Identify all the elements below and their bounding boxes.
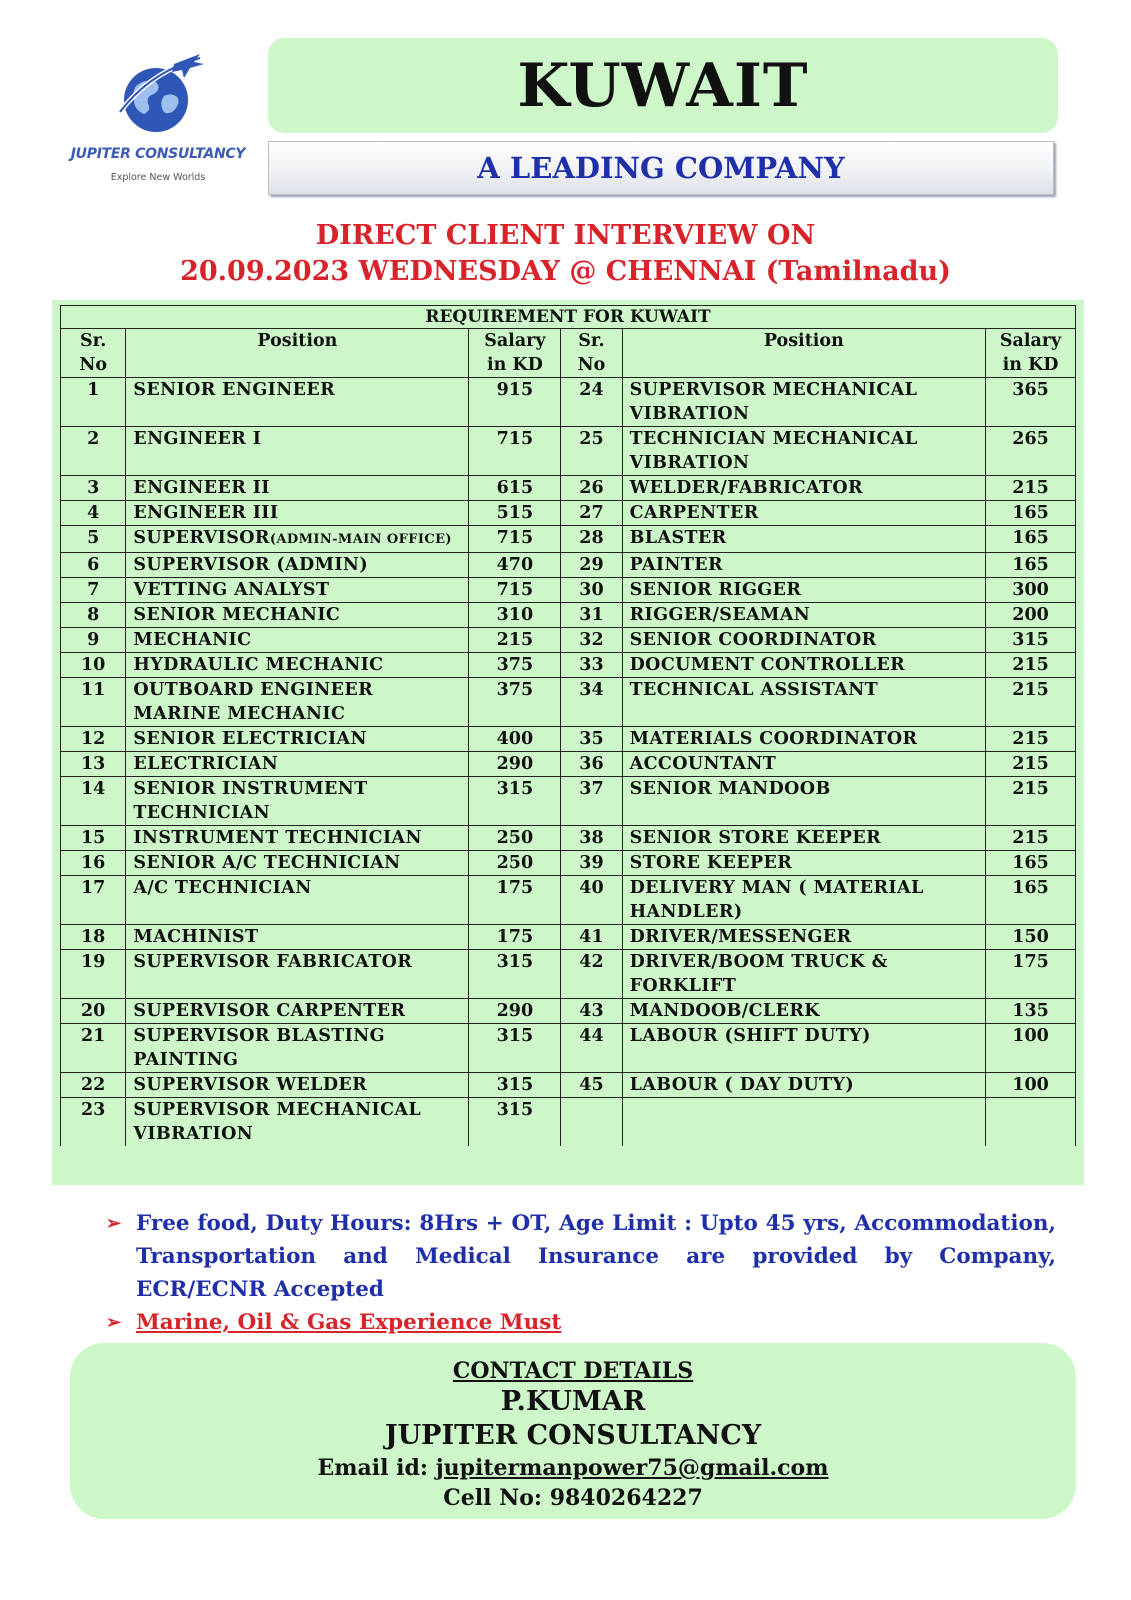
sr-cell: 24 bbox=[561, 378, 622, 427]
salary-cell: 365 bbox=[986, 378, 1076, 427]
company-banner bbox=[268, 141, 1054, 195]
position-cell: SENIOR STORE KEEPER bbox=[622, 826, 986, 851]
position-cell: MANDOOB/CLERK bbox=[622, 999, 986, 1024]
position-cell: DRIVER/MESSENGER bbox=[622, 925, 986, 950]
contact-email-line bbox=[70, 1453, 1076, 1483]
header-sr-left: Sr. No bbox=[61, 329, 126, 378]
sr-cell: 30 bbox=[561, 578, 622, 603]
table-row bbox=[61, 752, 1076, 777]
salary-cell: 290 bbox=[469, 999, 561, 1024]
position-cell: VETTING ANALYST bbox=[126, 578, 469, 603]
table-row bbox=[61, 1098, 1076, 1147]
sr-cell: 9 bbox=[61, 628, 126, 653]
sr-cell: 23 bbox=[61, 1098, 126, 1147]
interview-line-2: 20.09.2023 WEDNESDAY @ CHENNAI (Tamilnadu) bbox=[180, 256, 951, 287]
requirement-table bbox=[60, 305, 1076, 1146]
table-row bbox=[61, 999, 1076, 1024]
salary-cell: 265 bbox=[986, 427, 1076, 476]
benefits-item: ➢ Free food, Duty Hours: 8Hrs + OT, Age Limit : Upto 45 yrs, Accommodation, Transportation and Medical Insurance are provided by Company, ECR/ECNR Accepted bbox=[106, 1207, 1056, 1306]
header-position-right: Position bbox=[622, 329, 986, 378]
salary-cell: 310 bbox=[469, 603, 561, 628]
position-cell: SUPERVISOR CARPENTER bbox=[126, 999, 469, 1024]
empty-cell bbox=[986, 1098, 1076, 1147]
salary-cell: 215 bbox=[986, 777, 1076, 826]
salary-cell: 165 bbox=[986, 501, 1076, 526]
contact-heading: CONTACT DETAILS bbox=[452, 1358, 694, 1384]
sr-cell: 10 bbox=[61, 653, 126, 678]
table-row bbox=[61, 925, 1076, 950]
position-cell: A/C TECHNICIAN bbox=[126, 876, 469, 925]
position-cell: SENIOR RIGGER bbox=[622, 578, 986, 603]
company-logo bbox=[58, 50, 258, 200]
sr-cell: 38 bbox=[561, 826, 622, 851]
table-row bbox=[61, 628, 1076, 653]
logo-company-name: JUPITER CONSULTANCY bbox=[70, 146, 246, 162]
sr-cell: 25 bbox=[561, 427, 622, 476]
table-row bbox=[61, 826, 1076, 851]
salary-cell: 375 bbox=[469, 678, 561, 727]
sr-cell: 20 bbox=[61, 999, 126, 1024]
salary-cell: 715 bbox=[469, 578, 561, 603]
salary-cell: 165 bbox=[986, 526, 1076, 553]
position-cell: SUPERVISOR WELDER bbox=[126, 1073, 469, 1098]
sr-cell: 14 bbox=[61, 777, 126, 826]
sr-cell: 18 bbox=[61, 925, 126, 950]
table-header-row bbox=[61, 329, 1076, 378]
position-cell: INSTRUMENT TECHNICIAN bbox=[126, 826, 469, 851]
cell-number: 9840264227 bbox=[549, 1485, 703, 1511]
salary-cell: 315 bbox=[469, 777, 561, 826]
salary-cell: 175 bbox=[986, 950, 1076, 999]
position-cell: CARPENTER bbox=[622, 501, 986, 526]
salary-cell: 200 bbox=[986, 603, 1076, 628]
sr-cell: 15 bbox=[61, 826, 126, 851]
position-cell: HYDRAULIC MECHANIC bbox=[126, 653, 469, 678]
salary-cell: 215 bbox=[986, 476, 1076, 501]
sr-cell: 17 bbox=[61, 876, 126, 925]
experience-item: ➢ Marine, Oil & Gas Experience Must bbox=[106, 1306, 1056, 1339]
company-title: A LEADING COMPANY bbox=[477, 151, 845, 185]
empty-cell bbox=[622, 1098, 986, 1147]
position-cell: OUTBOARD ENGINEER MARINE MECHANIC bbox=[126, 678, 469, 727]
position-cell: ELECTRICIAN bbox=[126, 752, 469, 777]
salary-cell: 215 bbox=[986, 752, 1076, 777]
position-cell: SENIOR ELECTRICIAN bbox=[126, 727, 469, 752]
table-row bbox=[61, 653, 1076, 678]
sr-cell: 40 bbox=[561, 876, 622, 925]
salary-cell: 615 bbox=[469, 476, 561, 501]
position-cell: SUPERVISOR FABRICATOR bbox=[126, 950, 469, 999]
email-link[interactable]: jupitermanpower75@gmail.com bbox=[435, 1455, 829, 1481]
position-cell: STORE KEEPER bbox=[622, 851, 986, 876]
interview-line-1: DIRECT CLIENT INTERVIEW ON bbox=[315, 220, 816, 251]
table-row bbox=[61, 851, 1076, 876]
sr-cell: 44 bbox=[561, 1024, 622, 1073]
table-row bbox=[61, 876, 1076, 925]
salary-cell: 250 bbox=[469, 826, 561, 851]
position-cell: MECHANIC bbox=[126, 628, 469, 653]
contact-company: JUPITER CONSULTANCY bbox=[384, 1420, 762, 1451]
position-cell: SUPERVISOR MECHANICAL VIBRATION bbox=[622, 378, 986, 427]
sr-cell: 7 bbox=[61, 578, 126, 603]
sr-cell: 16 bbox=[61, 851, 126, 876]
sr-cell: 19 bbox=[61, 950, 126, 999]
position-cell: BLASTER bbox=[622, 526, 986, 553]
sr-cell: 4 bbox=[61, 501, 126, 526]
salary-cell: 375 bbox=[469, 653, 561, 678]
salary-cell: 100 bbox=[986, 1073, 1076, 1098]
salary-cell: 715 bbox=[469, 526, 561, 553]
sr-cell: 3 bbox=[61, 476, 126, 501]
position-cell: DRIVER/BOOM TRUCK & FORKLIFT bbox=[622, 950, 986, 999]
position-cell: ENGINEER I bbox=[126, 427, 469, 476]
empty-cell bbox=[561, 1098, 622, 1147]
requirement-panel bbox=[52, 300, 1084, 1185]
position-cell: TECHNICAL ASSISTANT bbox=[622, 678, 986, 727]
salary-cell: 150 bbox=[986, 925, 1076, 950]
salary-cell: 290 bbox=[469, 752, 561, 777]
country-title: KUWAIT bbox=[517, 50, 809, 121]
sr-cell: 1 bbox=[61, 378, 126, 427]
table-row bbox=[61, 1024, 1076, 1073]
position-cell: SENIOR ENGINEER bbox=[126, 378, 469, 427]
position-cell: MACHINIST bbox=[126, 925, 469, 950]
position-cell: LABOUR ( DAY DUTY) bbox=[622, 1073, 986, 1098]
position-cell: MATERIALS COORDINATOR bbox=[622, 727, 986, 752]
salary-cell: 315 bbox=[469, 950, 561, 999]
table-row bbox=[61, 553, 1076, 578]
sr-cell: 5 bbox=[61, 526, 126, 553]
salary-cell: 100 bbox=[986, 1024, 1076, 1073]
sr-cell: 28 bbox=[561, 526, 622, 553]
header-sr-right: Sr. No bbox=[561, 329, 622, 378]
table-row bbox=[61, 1073, 1076, 1098]
salary-cell: 250 bbox=[469, 851, 561, 876]
table-row bbox=[61, 603, 1076, 628]
salary-cell: 315 bbox=[469, 1098, 561, 1147]
contact-name: P.KUMAR bbox=[500, 1386, 646, 1417]
sr-cell: 41 bbox=[561, 925, 622, 950]
position-cell: DELIVERY MAN ( MATERIAL HANDLER) bbox=[622, 876, 986, 925]
sr-cell: 26 bbox=[561, 476, 622, 501]
position-cell: SENIOR COORDINATOR bbox=[622, 628, 986, 653]
sr-cell: 37 bbox=[561, 777, 622, 826]
position-cell: ENGINEER II bbox=[126, 476, 469, 501]
email-label: Email id: bbox=[317, 1455, 429, 1481]
position-cell: WELDER/FABRICATOR bbox=[622, 476, 986, 501]
salary-cell: 315 bbox=[469, 1073, 561, 1098]
contact-panel bbox=[70, 1343, 1076, 1519]
salary-cell: 215 bbox=[986, 653, 1076, 678]
position-cell: ENGINEER III bbox=[126, 501, 469, 526]
salary-cell: 215 bbox=[986, 678, 1076, 727]
salary-cell: 175 bbox=[469, 925, 561, 950]
table-row bbox=[61, 950, 1076, 999]
position-cell: SUPERVISOR (ADMIN) bbox=[126, 553, 469, 578]
table-row bbox=[61, 476, 1076, 501]
position-cell: TECHNICIAN MECHANICAL VIBRATION bbox=[622, 427, 986, 476]
cell-label: Cell No: bbox=[443, 1485, 543, 1511]
salary-cell: 315 bbox=[986, 628, 1076, 653]
sr-cell: 6 bbox=[61, 553, 126, 578]
header-salary-right: Salary in KD bbox=[986, 329, 1076, 378]
country-banner bbox=[268, 38, 1058, 133]
sr-cell: 8 bbox=[61, 603, 126, 628]
position-cell: RIGGER/SEAMAN bbox=[622, 603, 986, 628]
sr-cell: 22 bbox=[61, 1073, 126, 1098]
sr-cell: 13 bbox=[61, 752, 126, 777]
table-row bbox=[61, 678, 1076, 727]
position-cell: DOCUMENT CONTROLLER bbox=[622, 653, 986, 678]
table-row bbox=[61, 501, 1076, 526]
position-cell: SUPERVISOR MECHANICAL VIBRATION bbox=[126, 1098, 469, 1147]
position-cell: SENIOR MANDOOB bbox=[622, 777, 986, 826]
benefits-list bbox=[106, 1207, 1056, 1339]
sr-cell: 34 bbox=[561, 678, 622, 727]
header-salary-left: Salary in KD bbox=[469, 329, 561, 378]
sr-cell: 11 bbox=[61, 678, 126, 727]
sr-cell: 12 bbox=[61, 727, 126, 752]
sr-cell: 35 bbox=[561, 727, 622, 752]
salary-cell: 175 bbox=[469, 876, 561, 925]
sr-cell: 31 bbox=[561, 603, 622, 628]
position-cell: SUPERVISOR(ADMIN-MAIN OFFICE) bbox=[126, 526, 469, 553]
position-cell: SENIOR A/C TECHNICIAN bbox=[126, 851, 469, 876]
salary-cell: 715 bbox=[469, 427, 561, 476]
header-position-left: Position bbox=[126, 329, 469, 378]
sr-cell: 33 bbox=[561, 653, 622, 678]
contact-cell-line bbox=[70, 1483, 1076, 1513]
sr-cell: 42 bbox=[561, 950, 622, 999]
salary-cell: 165 bbox=[986, 876, 1076, 925]
table-row bbox=[61, 777, 1076, 826]
position-cell: PAINTER bbox=[622, 553, 986, 578]
position-cell: SUPERVISOR BLASTING PAINTING bbox=[126, 1024, 469, 1073]
sr-cell: 45 bbox=[561, 1073, 622, 1098]
sr-cell: 39 bbox=[561, 851, 622, 876]
salary-cell: 470 bbox=[469, 553, 561, 578]
sr-cell: 21 bbox=[61, 1024, 126, 1073]
table-row bbox=[61, 526, 1076, 553]
salary-cell: 400 bbox=[469, 727, 561, 752]
salary-cell: 135 bbox=[986, 999, 1076, 1024]
salary-cell: 215 bbox=[986, 727, 1076, 752]
table-row bbox=[61, 727, 1076, 752]
table-row bbox=[61, 578, 1076, 603]
position-cell: LABOUR (SHIFT DUTY) bbox=[622, 1024, 986, 1073]
globe-airplane-icon bbox=[114, 50, 206, 142]
salary-cell: 315 bbox=[469, 1024, 561, 1073]
sr-cell: 43 bbox=[561, 999, 622, 1024]
sr-cell: 36 bbox=[561, 752, 622, 777]
position-cell: SENIOR INSTRUMENT TECHNICIAN bbox=[126, 777, 469, 826]
sr-cell: 27 bbox=[561, 501, 622, 526]
position-cell: ACCOUNTANT bbox=[622, 752, 986, 777]
position-cell: SENIOR MECHANIC bbox=[126, 603, 469, 628]
salary-cell: 300 bbox=[986, 578, 1076, 603]
sr-cell: 29 bbox=[561, 553, 622, 578]
table-title: REQUIREMENT FOR KUWAIT bbox=[61, 306, 1076, 329]
salary-cell: 165 bbox=[986, 553, 1076, 578]
salary-cell: 165 bbox=[986, 851, 1076, 876]
table-row bbox=[61, 427, 1076, 476]
interview-info bbox=[0, 218, 1131, 290]
table-row bbox=[61, 378, 1076, 427]
sr-cell: 32 bbox=[561, 628, 622, 653]
sr-cell: 2 bbox=[61, 427, 126, 476]
salary-cell: 515 bbox=[469, 501, 561, 526]
salary-cell: 915 bbox=[469, 378, 561, 427]
salary-cell: 215 bbox=[986, 826, 1076, 851]
logo-tagline: Explore New Worlds bbox=[110, 172, 206, 183]
salary-cell: 215 bbox=[469, 628, 561, 653]
